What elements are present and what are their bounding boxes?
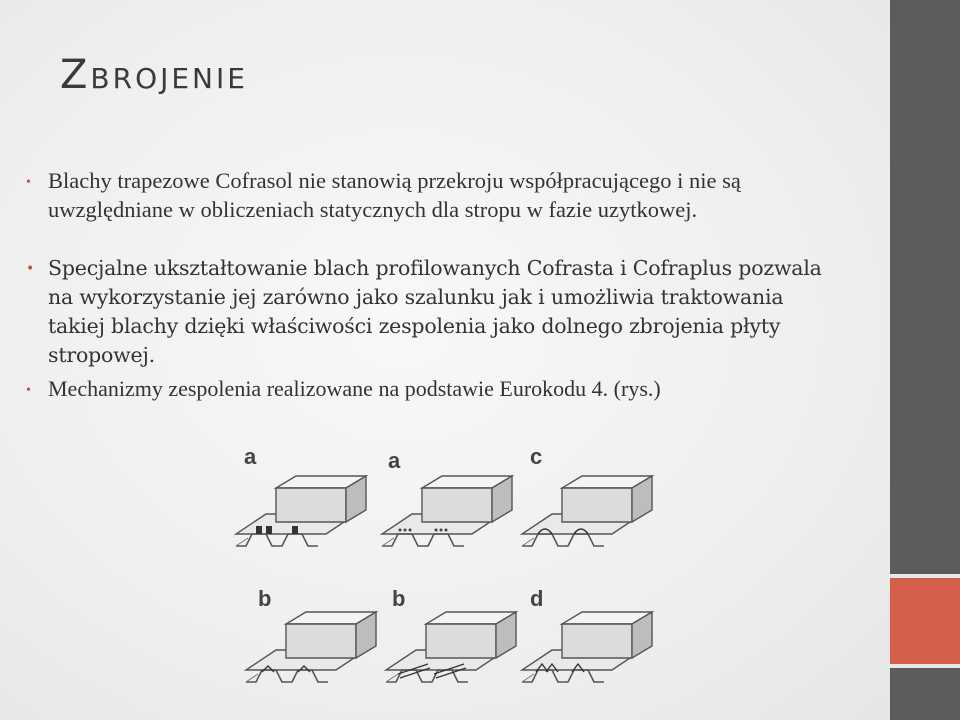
figure-panel [246,586,376,682]
figure-panel [386,586,516,682]
figure-panel [236,444,366,546]
figure-panel [522,444,652,546]
figure-label: a [244,444,257,469]
slide-title: Zbrojenie [60,52,248,98]
bullet-item: • Mechanizmy zespolenia realizowane na podstawie Eurokodu 4. (rys.) [24,374,824,403]
shear-connection-figure [222,438,662,708]
bullet-item: • Blachy trapezowe Cofrasol nie stanowią przekroju współpracującego i nie są uwzględniane w obliczeniach statycznych dla stropu w fazie uzytkowej. [24,166,824,224]
sidebar-divider [890,664,960,668]
figure-panel [522,586,652,682]
figure-panel [382,448,512,546]
sidebar-accent-block [890,578,960,664]
decorative-sidebar [890,0,960,720]
bullet-item: • Specjalne ukształtowanie blach profilowanych Cofrasta i Cofraplus pozwala na wykorzystanie jej zarówno jako szalunku jak i umożliwia traktowania takiej blachy dzięki właściwości zespolenia jako dolnego zbrojenia płyty stropowej. [24,254,824,370]
figure-label: c [530,444,543,469]
figure-label: b [392,586,406,611]
figure-label: d [530,586,544,611]
figure-label: b [258,586,272,611]
figure-label: a [388,448,401,473]
bullet-list [24,166,824,403]
